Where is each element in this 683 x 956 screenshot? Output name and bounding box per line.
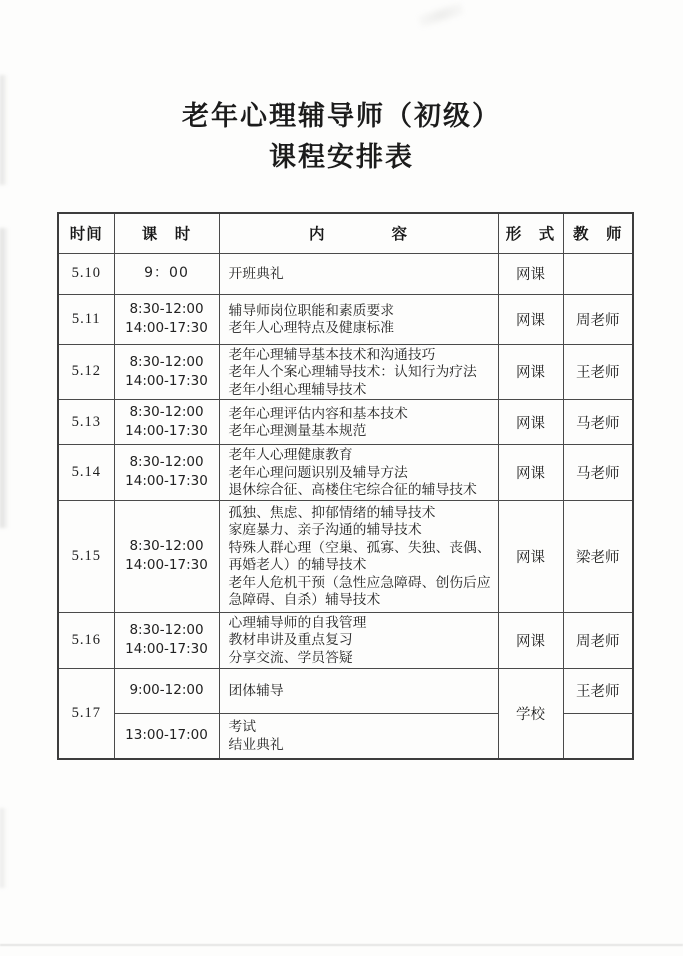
table-row bbox=[58, 500, 633, 612]
content-cell bbox=[219, 612, 498, 668]
content-cell bbox=[219, 500, 498, 612]
content-line: 老年人心理健康教育 bbox=[228, 447, 353, 462]
hours-cell: 9:00-12:00 bbox=[114, 668, 219, 713]
date-cell: 5.14 bbox=[58, 445, 114, 501]
table-row bbox=[58, 400, 633, 445]
hours-line: 8:30-12:00 bbox=[129, 353, 204, 370]
content-line: 开班典礼 bbox=[228, 265, 284, 281]
teacher-cell: 马老师 bbox=[563, 400, 633, 445]
teacher-cell: 马老师 bbox=[563, 445, 633, 501]
table-row bbox=[58, 668, 633, 713]
table-row bbox=[58, 445, 633, 501]
content-line: 分享交流、学员答疑 bbox=[228, 649, 353, 665]
date-cell: 5.15 bbox=[58, 500, 114, 612]
page-title bbox=[0, 96, 683, 178]
content-line: 老年人心理特点及健康标准 bbox=[228, 320, 395, 335]
content-line: 老年心理辅导基本技术和沟通技巧 bbox=[228, 346, 436, 362]
hours-line: 8:30-12:00 bbox=[129, 454, 204, 471]
content-line: 老年人个案心理辅导技术：认知行为疗法 bbox=[228, 364, 477, 379]
hours-cell bbox=[114, 344, 219, 400]
content-cell bbox=[219, 400, 498, 445]
content-line: 老年人危机干预（急性应急障碍、创伤后应急障碍、自杀）辅导技术 bbox=[228, 574, 491, 607]
content-cell bbox=[219, 445, 498, 501]
content-line: 老年心理评估内容和基本技术 bbox=[228, 405, 408, 421]
hours-line: 9：00 bbox=[144, 265, 189, 281]
hours-line: 14:00-17:30 bbox=[125, 372, 208, 389]
header-time: 时间 bbox=[58, 213, 114, 253]
date-cell: 5.17 bbox=[58, 668, 114, 759]
teacher-cell: 王老师 bbox=[563, 344, 633, 400]
content-cell bbox=[219, 253, 498, 294]
content-line: 辅导师岗位职能和素质要求 bbox=[228, 302, 395, 318]
hours-line: 14:00-17:30 bbox=[125, 473, 208, 490]
format-cell: 学校 bbox=[498, 668, 563, 759]
hours-cell bbox=[114, 400, 219, 445]
page-title-line1: 老年心理辅导师（初级） bbox=[182, 101, 501, 131]
hours-cell bbox=[114, 500, 219, 612]
content-line: 老年心理问题识别及辅导方法 bbox=[228, 464, 408, 480]
content-cell bbox=[219, 713, 498, 759]
format-cell: 网课 bbox=[498, 253, 563, 294]
header-teacher: 教 师 bbox=[563, 213, 633, 253]
hours-cell bbox=[114, 612, 219, 668]
format-cell: 网课 bbox=[498, 344, 563, 400]
hours-line: 8:30-12:00 bbox=[129, 301, 204, 317]
content-cell bbox=[219, 668, 498, 713]
header-hours: 课 时 bbox=[114, 213, 219, 253]
scan-artifact-left-streak bbox=[0, 808, 7, 888]
date-cell: 5.11 bbox=[58, 294, 114, 344]
scan-artifact-left-streak bbox=[0, 228, 9, 528]
table-row bbox=[58, 294, 633, 344]
format-cell: 网课 bbox=[498, 612, 563, 668]
teacher-cell: 周老师 bbox=[563, 612, 633, 668]
teacher-cell bbox=[563, 253, 633, 294]
header-content: 内 容 bbox=[219, 213, 498, 253]
content-line: 教材串讲及重点复习 bbox=[228, 632, 353, 648]
format-cell: 网课 bbox=[498, 400, 563, 445]
content-line: 考试 bbox=[228, 719, 257, 735]
hours-cell bbox=[114, 253, 219, 294]
scan-artifact-smudge bbox=[417, 1, 465, 29]
hours-line: 14:00-17:30 bbox=[125, 320, 208, 336]
hours-line: 14:00-17:30 bbox=[125, 423, 208, 439]
content-cell bbox=[219, 294, 498, 344]
table-row bbox=[58, 253, 633, 294]
teacher-cell bbox=[563, 713, 633, 759]
content-line: 退休综合征、高楼住宅综合征的辅导技术 bbox=[228, 482, 477, 497]
content-line: 孤独、焦虑、抑郁情绪的辅导技术 bbox=[228, 504, 436, 520]
hours-line: 8:30-12:00 bbox=[129, 538, 204, 554]
hours-cell bbox=[114, 294, 219, 344]
table-row bbox=[58, 612, 633, 668]
format-cell: 网课 bbox=[498, 500, 563, 612]
hours-cell: 13:00-17:00 bbox=[114, 713, 219, 759]
hours-line: 8:30-12:00 bbox=[129, 404, 204, 420]
content-cell bbox=[219, 344, 498, 400]
hours-line: 14:00-17:30 bbox=[125, 641, 208, 657]
format-cell: 网课 bbox=[498, 445, 563, 501]
scan-artifact-bottom-line bbox=[0, 944, 683, 946]
hours-cell bbox=[114, 445, 219, 501]
teacher-cell: 王老师 bbox=[563, 668, 633, 713]
hours-line: 14:00-17:30 bbox=[125, 557, 208, 573]
teacher-cell: 周老师 bbox=[563, 294, 633, 344]
content-line: 团体辅导 bbox=[228, 682, 284, 698]
header-format: 形 式 bbox=[498, 213, 563, 253]
content-line: 老年心理测量基本规范 bbox=[228, 423, 367, 438]
teacher-cell: 梁老师 bbox=[563, 500, 633, 612]
date-cell: 5.12 bbox=[58, 344, 114, 400]
table-row bbox=[58, 344, 633, 400]
date-cell: 5.10 bbox=[58, 253, 114, 294]
date-cell: 5.13 bbox=[58, 400, 114, 445]
table-header-row bbox=[58, 213, 633, 253]
hours-line: 8:30-12:00 bbox=[129, 622, 204, 638]
course-schedule-table bbox=[57, 212, 634, 760]
content-line: 结业典礼 bbox=[228, 736, 284, 752]
content-line: 心理辅导师的自我管理 bbox=[228, 614, 367, 630]
content-line: 老年小组心理辅导技术 bbox=[228, 381, 367, 397]
format-cell: 网课 bbox=[498, 294, 563, 344]
content-line: 特殊人群心理（空巢、孤寡、失独、丧偶、再婚老人）的辅导技术 bbox=[228, 539, 491, 572]
page-title-line2: 课程安排表 bbox=[269, 142, 414, 172]
content-line: 家庭暴力、亲子沟通的辅导技术 bbox=[228, 522, 422, 537]
date-cell: 5.16 bbox=[58, 612, 114, 668]
